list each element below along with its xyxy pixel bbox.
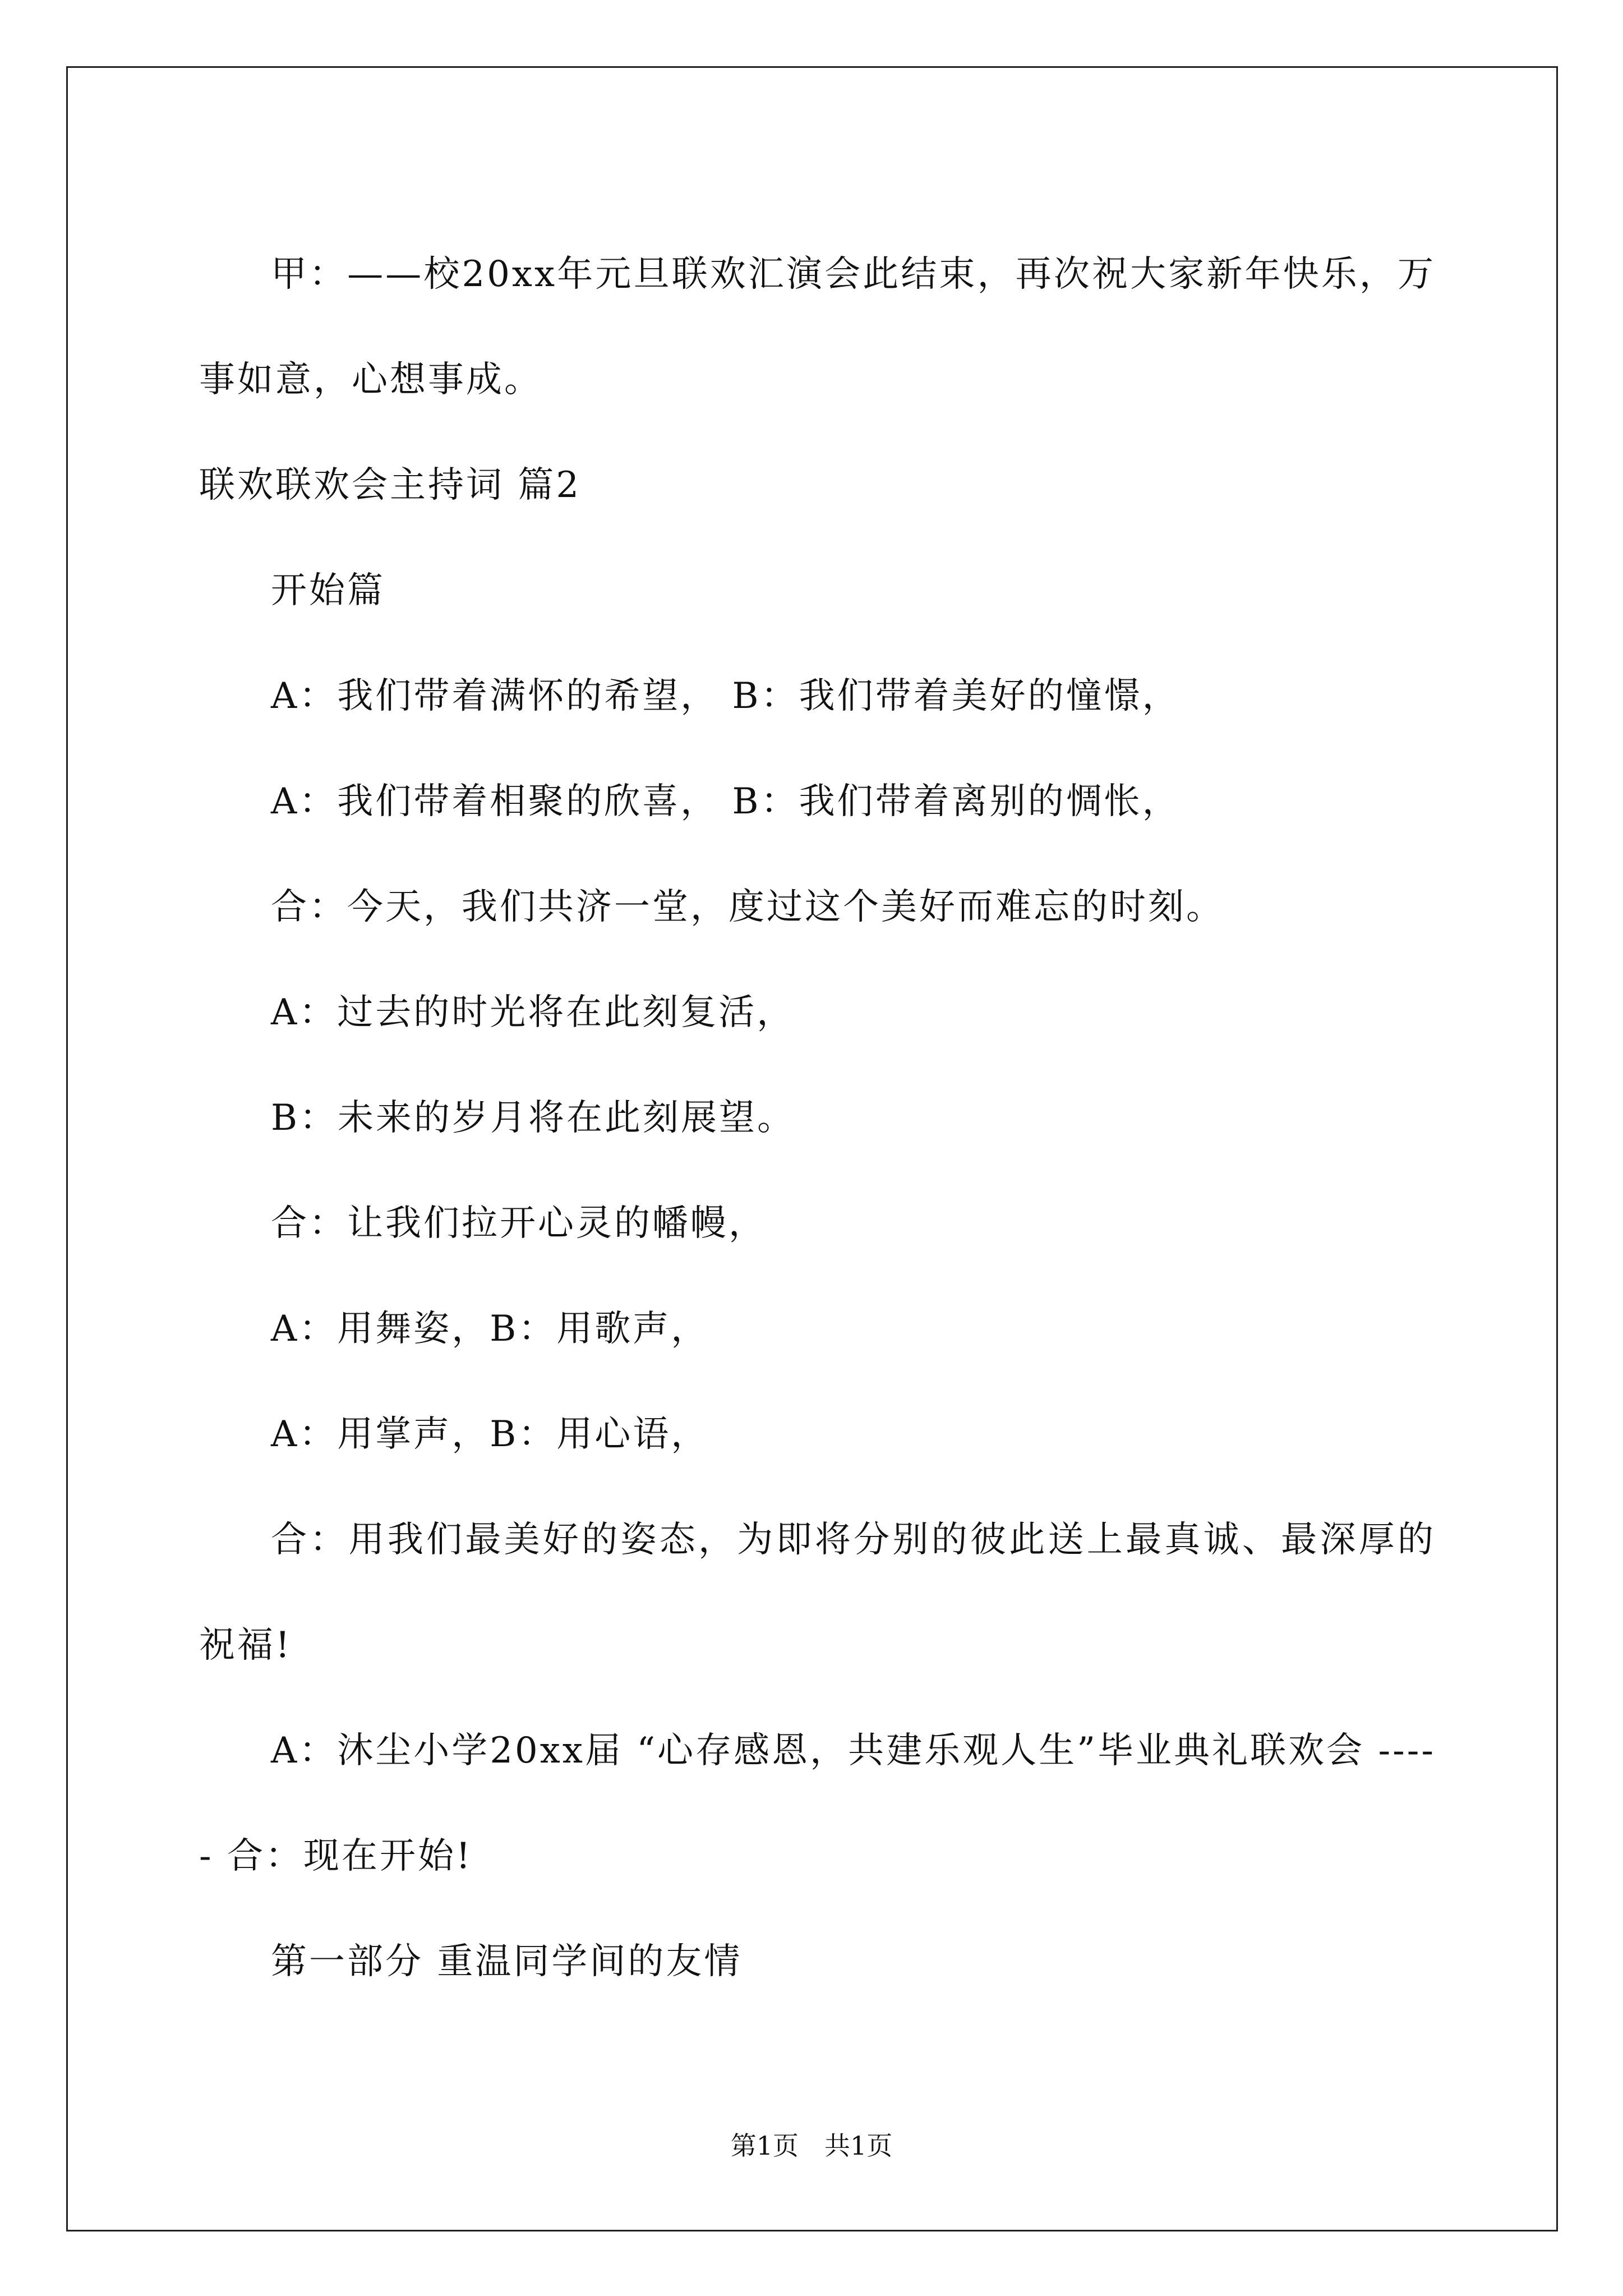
paragraph-line: A：用掌声，B：用心语，: [271, 1414, 709, 1455]
paragraph-line: A：沐尘小学20xx届 “心存感恩，共建乐观人生”毕业典礼联欢会 ----- 合：现在开始!: [199, 1730, 1436, 1877]
paragraph-line: B：未来的岁月将在此刻展望。: [271, 1097, 796, 1139]
subsection-heading-opening: 开始篇: [271, 570, 385, 611]
paragraph-line: 合：让我们拉开心灵的幡幔，: [271, 1203, 767, 1244]
paragraph-closing-remarks: 甲：——校20xx年元旦联欢汇演会此结束，再次祝大家新年快乐，万事如意，心想事成。: [199, 254, 1436, 401]
paragraph-line: 合：用我们最美好的姿态，为即将分别的彼此送上最真诚、最深厚的祝福!: [199, 1519, 1436, 1666]
paragraph-line: A：过去的时光将在此刻复活，: [271, 992, 795, 1033]
page-footer: 第1页 共1页: [730, 2131, 893, 2161]
section-heading: 联欢联欢会主持词 篇2: [199, 464, 582, 506]
subsection-heading-part-one: 第一部分 重温同学间的友情: [271, 1941, 743, 1982]
paragraph-line: A：我们带着满怀的希望， B：我们带着美好的憧憬，: [271, 675, 1181, 717]
paragraph-line: A：我们带着相聚的欣喜， B：我们带着离别的惆怅，: [271, 781, 1181, 822]
paragraph-line: 合：今天，我们共济一堂，度过这个美好而难忘的时刻。: [271, 886, 1224, 928]
paragraph-line: A：用舞姿，B：用歌声，: [271, 1308, 709, 1350]
document-body: [199, 222, 1436, 2014]
